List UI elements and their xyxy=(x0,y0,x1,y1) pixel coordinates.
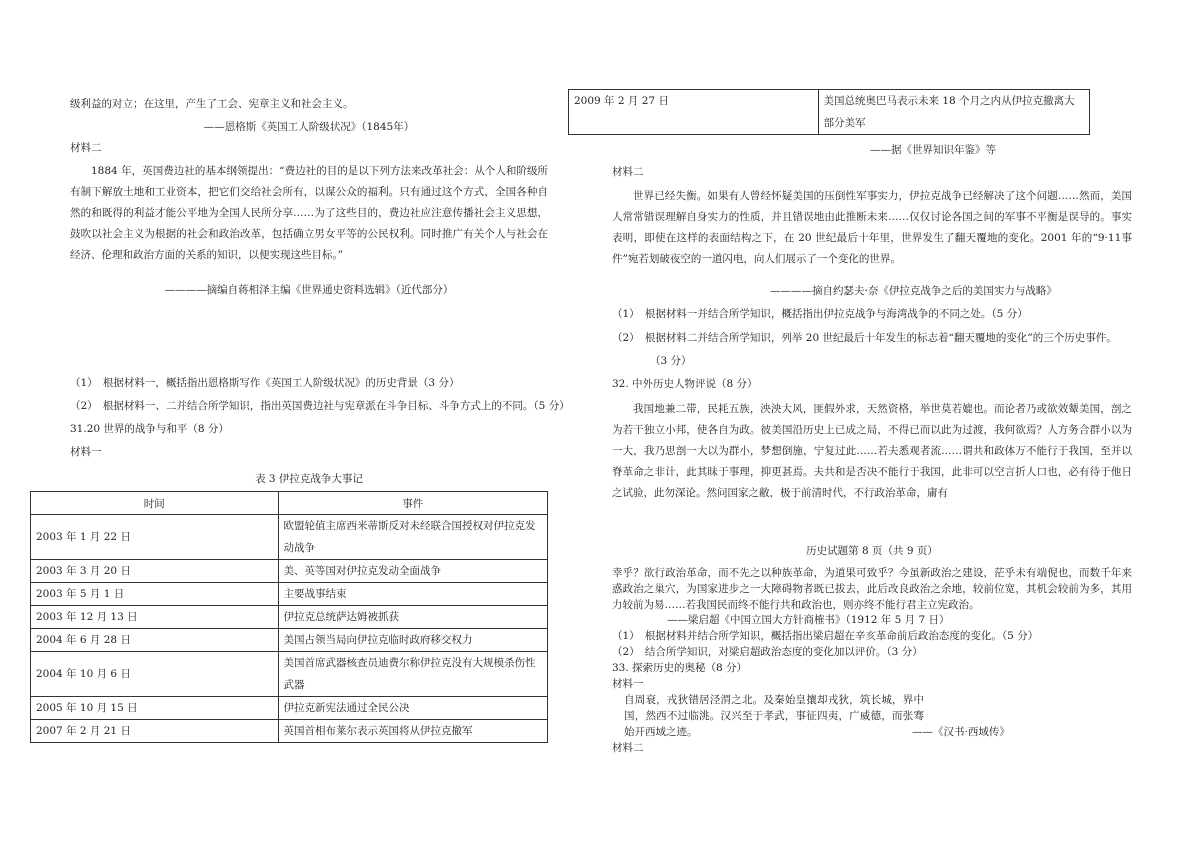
table-header-row xyxy=(31,492,548,515)
right-question-2: （2） 根据材料二并结合所学知识，列举 20 世纪最后十年发生的标志着“翻天覆地的变化”的三个历史事件。 xyxy=(612,332,1117,344)
row-event: 伊拉克总统萨达姆被抓获 xyxy=(278,606,547,629)
page-number: 历史试题第 8 页（共 9 页） xyxy=(806,545,938,557)
row-event: 欧盟轮值主席西米蒂斯反对未经联合国授权对伊拉克发动战争 xyxy=(278,515,547,560)
table-row xyxy=(31,720,548,743)
question-32-title: 32. 中外历史人物评说（8 分） xyxy=(612,378,758,390)
material-2-label-right: 材料二 xyxy=(612,166,644,178)
continued-text: 幸乎？欲行政治革命，而不先之以种族革命，为道果可致乎？今虽新政治之建设，茫乎未有端倪也，而数千年来惑政治之巢穴，为国家进步之一大障碍物者既已拔去，此后改良政治之余地，较前位宽，其机会较前为多，其用力较前为易……若我国民而终不能行共和政治也，则亦终不能行君主立宪政治。 xyxy=(612,567,1132,611)
source-jiang: ————摘编自蒋相泽主编《世界通史资料选辑》（近代部分） xyxy=(164,284,454,296)
table-caption: 表 3 伊拉克战争大事记 xyxy=(255,473,363,485)
question-32-text: 我国地兼二带，民耗五族，泱泱大风，匪假外求，天然资格，举世莫若媲也。而论者乃或欲效颦美国，剖之为若干独立小邦，使各自为政。彼美国沿历史上已成之局，不得已而以此为过渡，我何欲焉？人方务合群小以为一大，我乃思剖一大以为群小，梦想倒施，宁复过此……若夫悉观者流……谓共和政体万不能行于我国，至并以脊革命之非计，此其昧于事理，抑更甚焉。夫共和是否决不能行于我国，此非可以空言折人口也，必有待于他日之试验，此勿深论。然问国家之敝，极于前清时代，不行政治革命，庸有 xyxy=(612,403,1132,499)
material-2-text: 1884 年，英国费边社的基本纲领提出：“费边社的目的是以下列方法来改革社会：从个人和阶级所有制下解放土地和工业资本，把它们交给社会所有，以谋公众的福利。只有通过这个方式，全国各种自然的和既得的利益才能公平地为全国人民所分享……为了这些目的，费边社应注意传播社会主义思想，鼓吹以社会主义为根据的社会和政治改革，包括确立男女平等的公民权利。同时推广有关个人与社会在经济、伦理和政治方面的关系的知识，以便实现这些目标。” xyxy=(70,165,548,261)
header-event: 事件 xyxy=(278,492,547,515)
question-31-title: 31.20 世界的战争与和平（8 分） xyxy=(70,423,229,435)
question-33-text: 自周衰，戎狄错居泾渭之北。及秦始皇攘却戎狄，筑长城，界中国，然西不过临洮。汉兴至于孝武，事征四夷，广威德，而张骞始开西域之迹。 xyxy=(624,694,924,738)
material-2-text-right: 世界已经失衡。如果有人曾经怀疑美国的压倒性军事实力，伊拉克战争已经解决了这个问题……然而，美国人常常错误理解自身实力的性质，并且错误地由此推断未来……仅仅讨论各国之间的军事不平衡是误导的。事实表明，即使在这样的表面结构之下，在 20 世纪最后十年里，世界发生了翻天覆地的变化。2001 年的“9·11事件”宛若划破夜空的一道闪电，向人们展示了一个变化的世界。 xyxy=(612,190,1132,265)
source-hanshu: ——《汉书·西域传》 xyxy=(912,726,1010,738)
row-time: 2009 年 2 月 27 日 xyxy=(569,90,819,135)
iraq-war-table-continued xyxy=(568,89,1090,135)
row-time: 2003 年 12 月 13 日 xyxy=(31,606,279,629)
question-33-material-1: 材料一 xyxy=(612,678,644,690)
table-row xyxy=(569,90,1090,135)
question-32-2: （2） 结合所学知识，对梁启超政治态度的变化加以评价。（3 分） xyxy=(612,646,923,658)
row-event: 主要战事结束 xyxy=(278,583,547,606)
right-question-2-points: （3 分） xyxy=(650,355,692,367)
table-row xyxy=(31,629,548,652)
table-row xyxy=(31,697,548,720)
row-time: 2003 年 1 月 22 日 xyxy=(31,515,279,560)
row-time: 2003 年 5 月 1 日 xyxy=(31,583,279,606)
question-33-material-2: 材料二 xyxy=(612,742,644,754)
table-row xyxy=(31,652,548,697)
question-32-1: （1） 根据材料并结合所学知识，概括指出梁启超在辛亥革命前后政治态度的变化。（5 分） xyxy=(612,630,1039,642)
row-event: 美、英等国对伊拉克发动全面战争 xyxy=(278,560,547,583)
table-row xyxy=(31,583,548,606)
row-event: 美国总统奥巴马表示未来 18 个月之内从伊拉克撤离大部分美军 xyxy=(818,90,1089,135)
iraq-war-table xyxy=(30,491,548,743)
row-event: 英国首相布莱尔表示英国将从伊拉克撤军 xyxy=(278,720,547,743)
material-1-label: 材料一 xyxy=(70,446,102,458)
header-time: 时间 xyxy=(31,492,279,515)
right-question-1: （1） 根据材料一并结合所学知识，概括指出伊拉克战争与海湾战争的不同之处。（5 分） xyxy=(612,308,1028,320)
source-engels: ——恩格斯《英国工人阶级状况》（1845年） xyxy=(203,121,415,133)
row-time: 2003 年 3 月 20 日 xyxy=(31,560,279,583)
row-time: 2004 年 10 月 6 日 xyxy=(31,652,279,697)
row-time: 2007 年 2 月 21 日 xyxy=(31,720,279,743)
row-time: 2005 年 10 月 15 日 xyxy=(31,697,279,720)
material-2-label: 材料二 xyxy=(70,142,102,154)
source-nye: ————摘自约瑟夫·奈《伊拉克战争之后的美国实力与战略》 xyxy=(770,285,1057,297)
question-2: （2） 根据材料一、二并结合所学知识，指出英国费边社与宪章派在斗争目标、斗争方式上的不同。（5 分） xyxy=(70,400,570,412)
question-33-title: 33. 探索历史的奥秘（8 分） xyxy=(612,662,748,674)
source-yearbook: ——据《世界知识年鉴》等 xyxy=(870,144,996,156)
row-event: 美国首席武器核查员迪费尔称伊拉克没有大规模杀伤性武器 xyxy=(278,652,547,697)
table-row xyxy=(31,560,548,583)
table-row xyxy=(31,515,548,560)
row-time: 2004 年 6 月 28 日 xyxy=(31,629,279,652)
row-event: 美国占领当局向伊拉克临时政府移交权力 xyxy=(278,629,547,652)
table-row xyxy=(31,606,548,629)
question-1: （1） 根据材料一，概括指出恩格斯写作《英国工人阶级状况》的历史背景（3 分） xyxy=(70,377,460,389)
left-line-1: 级利益的对立；在这里，产生了工会、宪章主义和社会主义。 xyxy=(70,98,354,110)
source-liang: ——梁启超《中国立国大方针商榷书》（1912 年 5 月 7 日） xyxy=(667,614,950,626)
row-event: 伊拉克新宪法通过全民公决 xyxy=(278,697,547,720)
